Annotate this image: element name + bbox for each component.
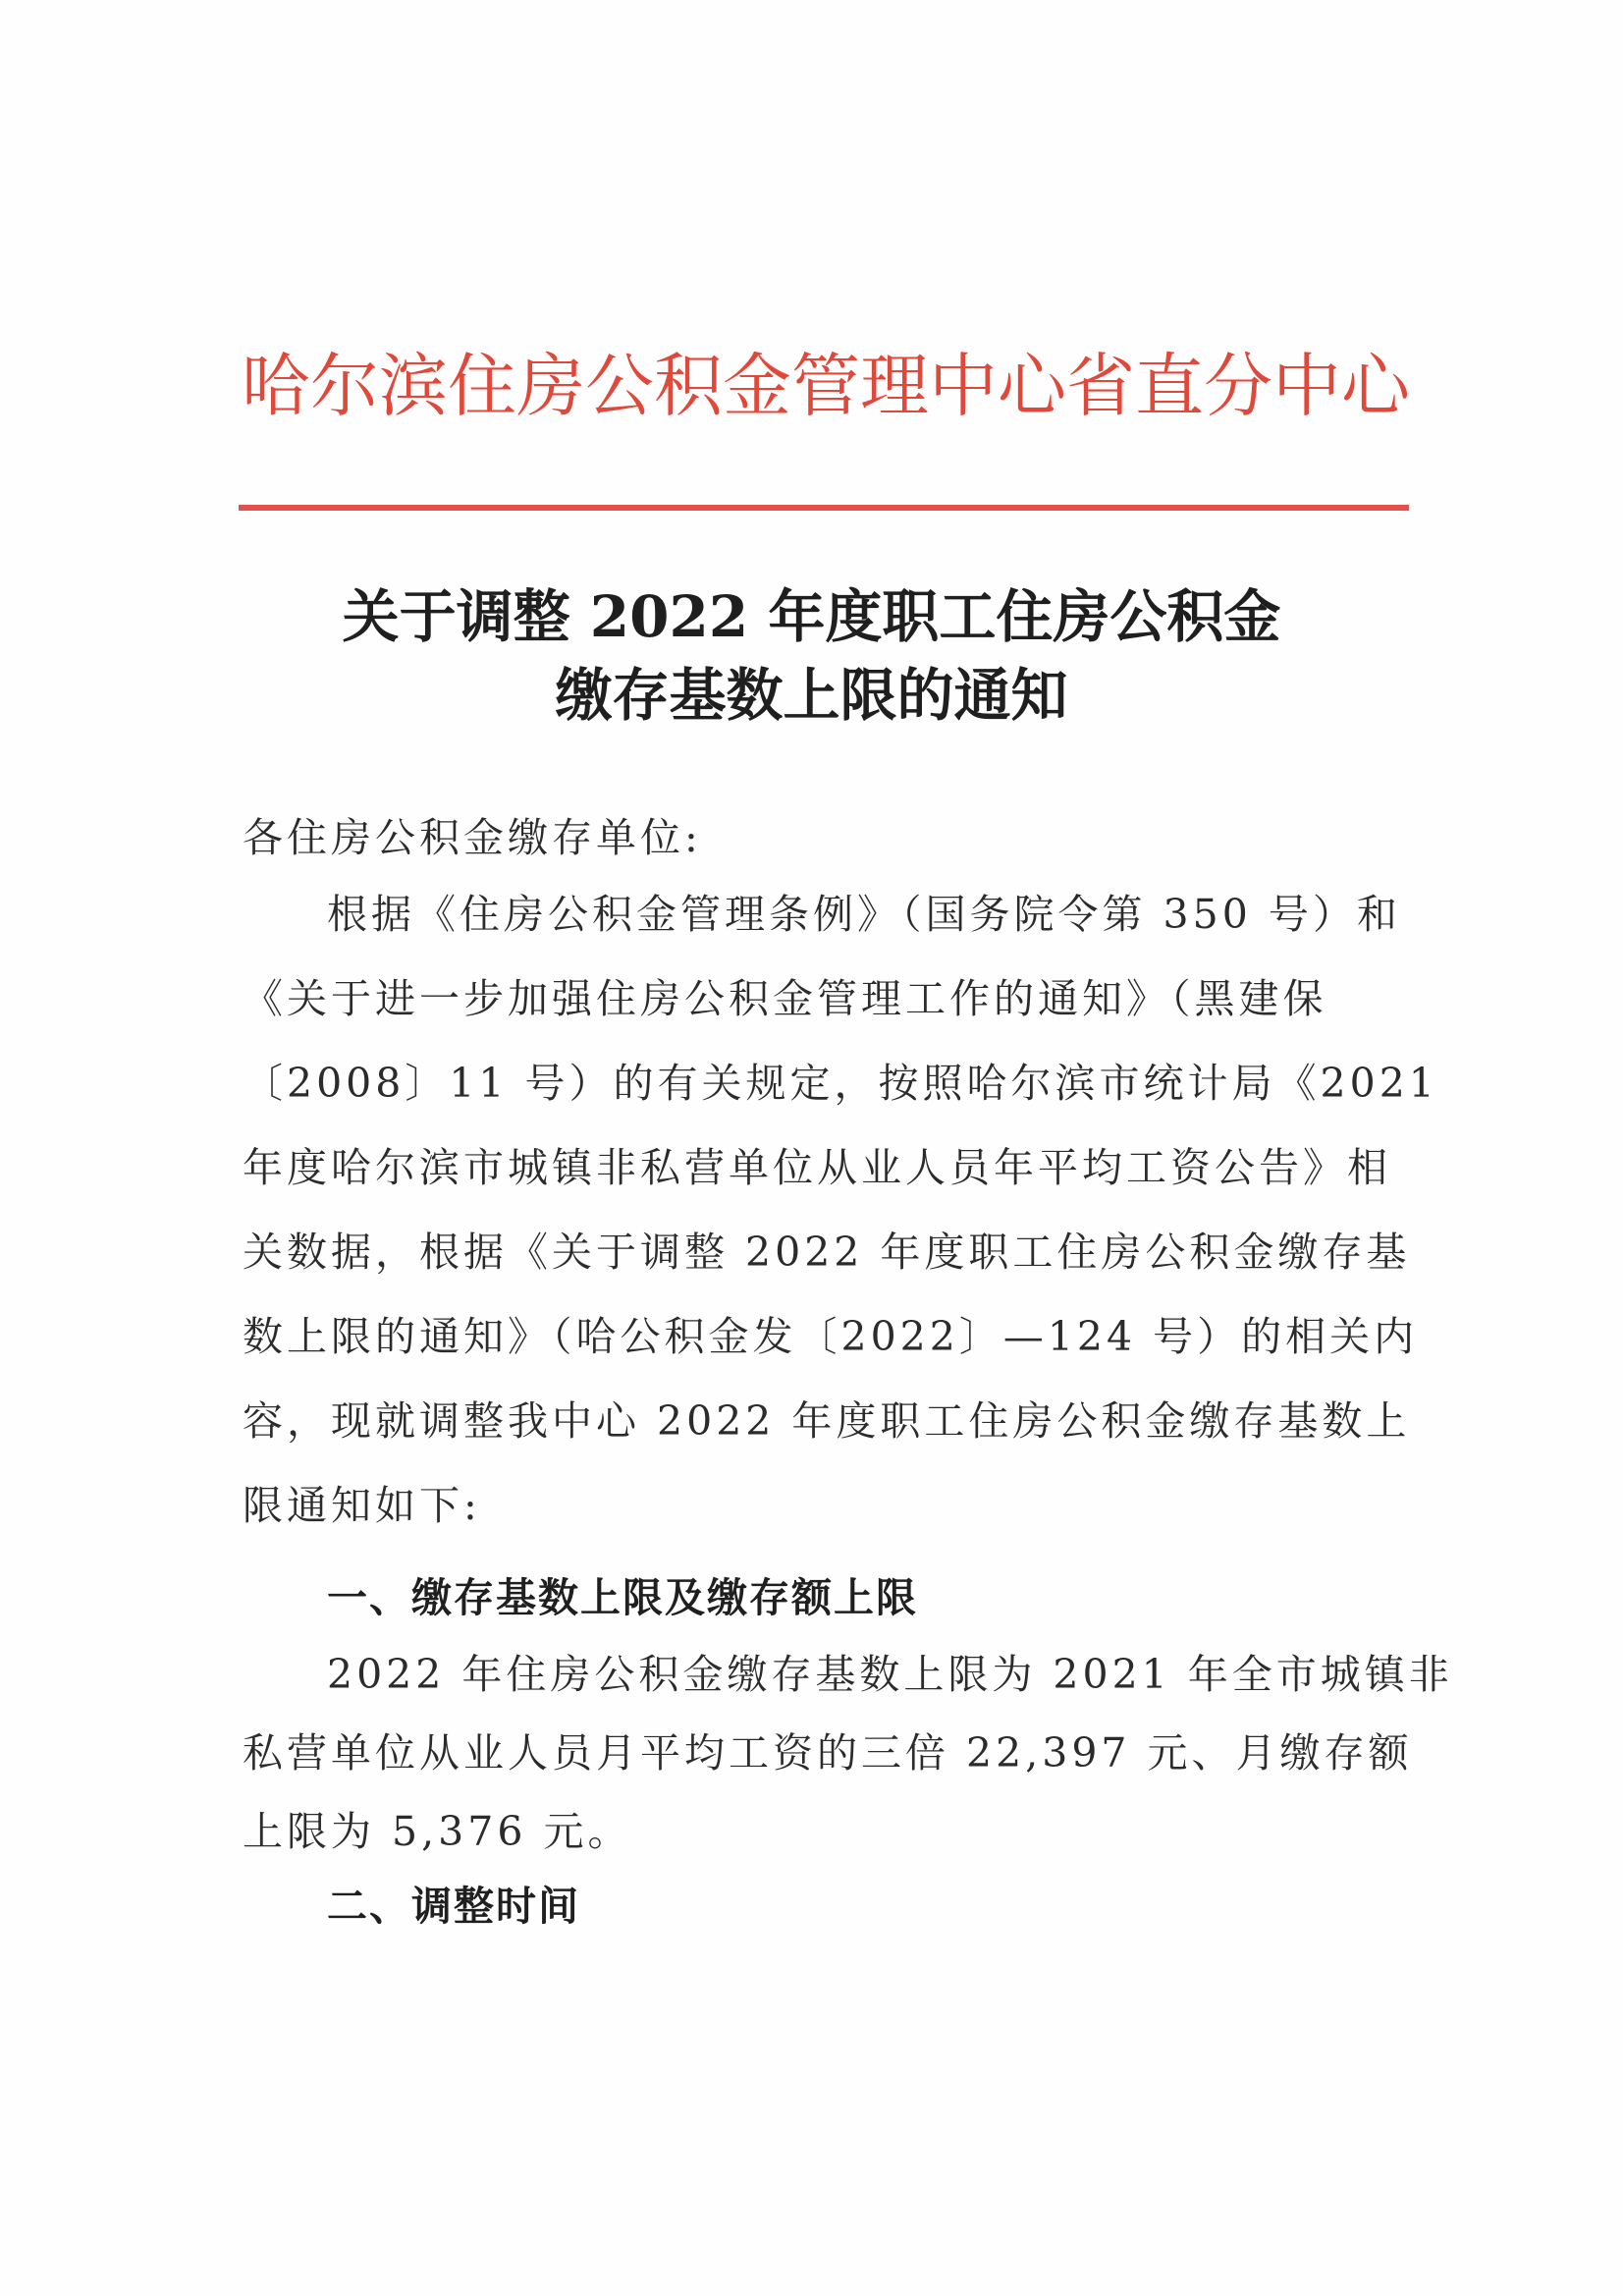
issuing-organization-header: 哈尔滨住房公积金管理中心省直分中心 (242, 346, 1410, 426)
red-header-rule (239, 505, 1409, 511)
paragraph-1-line-8: 限通知如下: (243, 1482, 481, 1529)
paragraph-2-line-3: 上限为 5,376 元。 (243, 1808, 632, 1855)
notice-title-line-2: 缴存基数上限的通知 (555, 662, 1068, 729)
paragraph-1-line-3: 〔2008〕11 号）的有关规定，按照哈尔滨市统计局《2021 (243, 1060, 1438, 1107)
section-2-heading: 二、调整时间 (327, 1883, 580, 1930)
paragraph-1-line-7: 容，现就调整我中心 2022 年度职工住房公积金缴存基数上 (243, 1397, 1411, 1445)
salutation: 各住房公积金缴存单位: (243, 814, 702, 861)
paragraph-1-line-5: 关数据，根据《关于调整 2022 年度职工住房公积金缴存基 (243, 1229, 1411, 1276)
section-1-heading: 一、缴存基数上限及缴存额上限 (327, 1574, 918, 1621)
paragraph-1-line-4: 年度哈尔滨市城镇非私营单位从业人员年平均工资公告》相 (243, 1144, 1391, 1191)
paragraph-1-line-2: 《关于进一步加强住房公积金管理工作的通知》（黑建保 (243, 975, 1327, 1022)
paragraph-2-line-2: 私营单位从业人员月平均工资的三倍 22,397 元、月缴存额 (243, 1729, 1413, 1777)
paragraph-1-line-1: 根据《住房公积金管理条例》（国务院令第 350 号）和 (327, 891, 1401, 938)
paragraph-1-line-6: 数上限的通知》（哈公积金发〔2022〕—124 号）的相关内 (243, 1313, 1419, 1360)
notice-title-line-1: 关于调整 2022 年度职工住房公积金 (342, 583, 1281, 650)
paragraph-2-line-1: 2022 年住房公积金缴存基数上限为 2021 年全市城镇非 (327, 1651, 1453, 1698)
